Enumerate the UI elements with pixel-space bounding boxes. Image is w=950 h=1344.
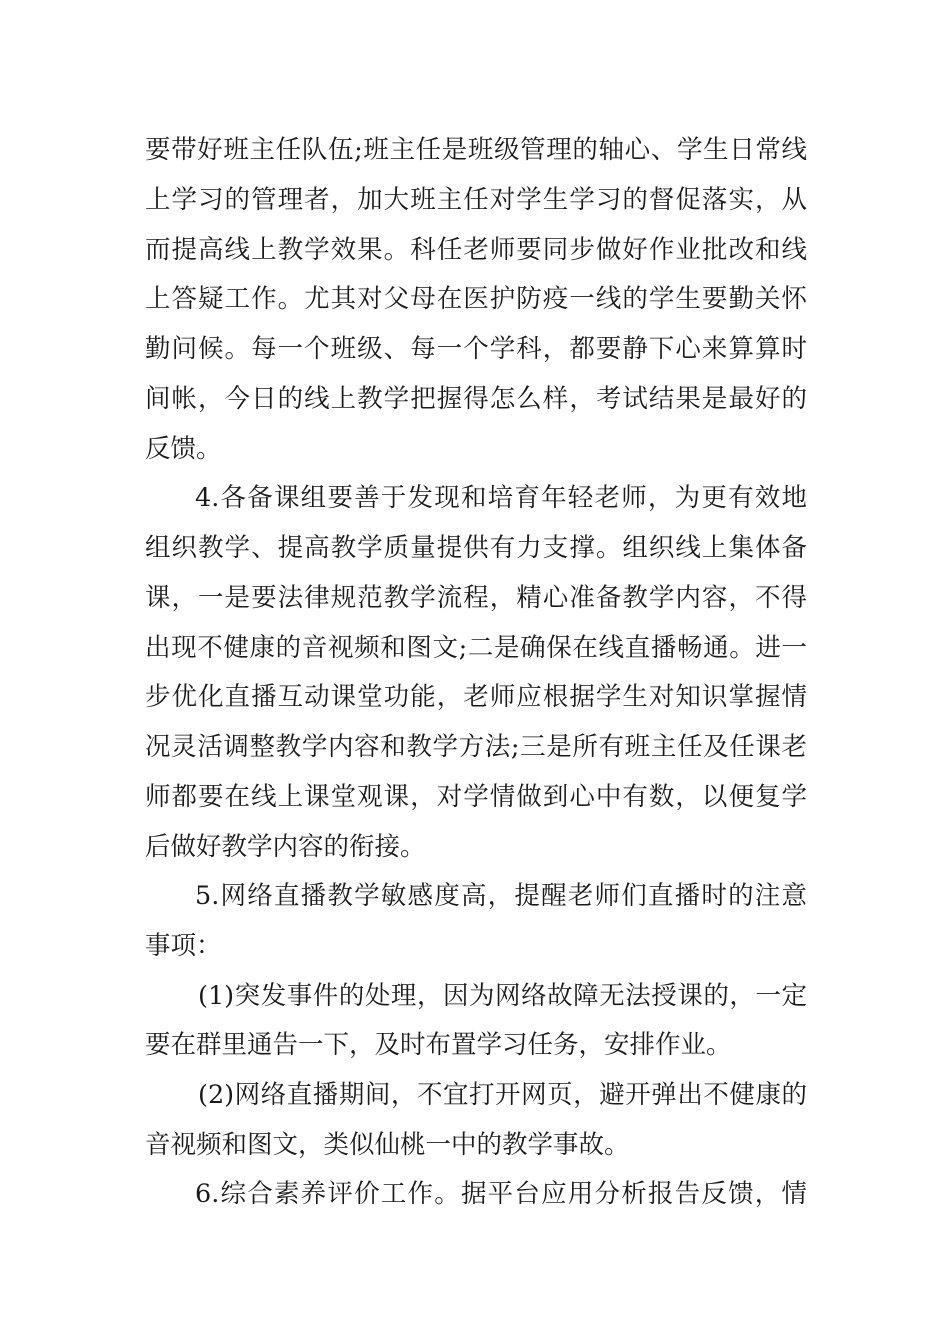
text-line: 音视频和图文，类似仙桃一中的教学事故。 xyxy=(145,1130,630,1160)
text-line: 组织教学、提高教学质量提供有力支撑。组织线上集体备 xyxy=(145,533,807,563)
text-line: 步优化直播互动课堂功能，老师应根据学生对知识掌握情 xyxy=(145,682,807,712)
text-line: 课，一是要法律规范教学流程，精心准备教学内容，不得 xyxy=(145,583,807,613)
sub-item-1-first-line: (1)突发事件的处理，因为网络故障无法授课的，一定 xyxy=(198,981,807,1011)
text-line: 事项： xyxy=(145,931,222,961)
text-line: 勤问候。每一个班级、每一个学科，都要静下心来算算时 xyxy=(145,334,807,364)
text-line: 后做好教学内容的衔接。 xyxy=(145,832,426,862)
text-line: 而提高线上教学效果。科任老师要同步做好作业批改和线 xyxy=(145,235,807,265)
text-line: 要在群里通告一下，及时布置学习任务，安排作业。 xyxy=(145,1030,732,1060)
paragraph-4-first-line: 4.各备课组要善于发现和培育年轻老师，为更有效地 xyxy=(195,483,807,513)
text-line: 师都要在线上课堂观课，对学情做到心中有数，以便复学 xyxy=(145,782,807,812)
paragraph-6-first-line: 6.综合素养评价工作。据平台应用分析报告反馈，情 xyxy=(195,1179,807,1209)
text-line: 反馈。 xyxy=(145,434,222,464)
sub-item-2-first-line: (2)网络直播期间，不宜打开网页，避开弹出不健康的 xyxy=(198,1080,807,1110)
text-line: 上学习的管理者，加大班主任对学生学习的督促落实，从 xyxy=(145,185,807,215)
text-line: 况灵活调整教学内容和教学方法;三是所有班主任及任课老 xyxy=(145,732,807,762)
text-line: 间帐，今日的线上教学把握得怎么样，考试结果是最好的 xyxy=(145,384,807,414)
text-line: 上答疑工作。尤其对父母在医护防疫一线的学生要勤关怀 xyxy=(145,284,807,314)
text-line: 出现不健康的音视频和图文;二是确保在线直播畅通。进一 xyxy=(145,633,807,663)
paragraph-5-first-line: 5.网络直播教学敏感度高，提醒老师们直播时的注意 xyxy=(195,881,807,911)
text-line: 要带好班主任队伍;班主任是班级管理的轴心、学生日常线 xyxy=(145,135,807,165)
